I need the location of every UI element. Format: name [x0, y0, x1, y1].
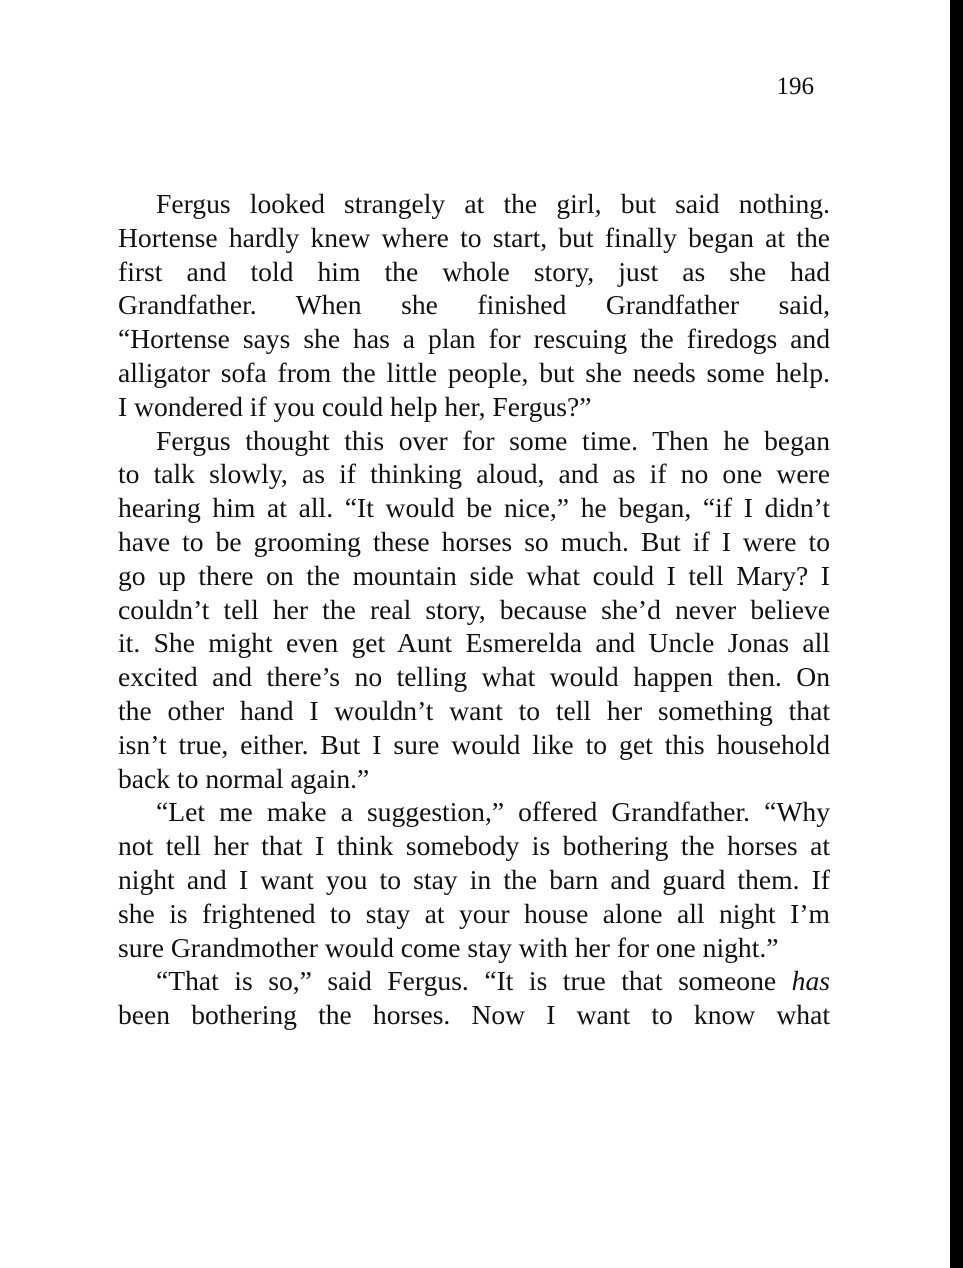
- text-line: [118, 728, 830, 762]
- text-line-content: she is frightened to stay at your house alone all night I’m: [118, 897, 830, 929]
- text-line-content: go up there on the mountain side what could I tell Mary? I: [118, 559, 830, 591]
- text-line-content: not tell her that I think somebody is bothering the horses at: [118, 830, 830, 862]
- text-line-content: been bothering the horses. Now I want to know what: [118, 999, 830, 1031]
- page-number: 196: [776, 73, 814, 100]
- text-line: [118, 457, 830, 491]
- text-line: [118, 626, 830, 660]
- text-line-content: alligator sofa from the little people, but she needs some help.: [118, 356, 830, 388]
- text-line-content: “Let me make a suggestion,” offered Grandfather. “Why: [156, 796, 830, 828]
- text-line: [118, 424, 830, 458]
- text-line-content: back to normal again.”: [118, 762, 370, 794]
- text-line: [118, 863, 830, 897]
- text-line-content: Fergus thought this over for some time. Then he began: [156, 424, 830, 456]
- text-line: [118, 559, 830, 593]
- text-line-content: have to be grooming these horses so much. But if I were to: [118, 525, 830, 557]
- text-line-content: night and I want you to stay in the barn and guard them. If: [118, 863, 830, 895]
- text-line: [118, 356, 830, 390]
- text-line-content: isn’t true, either. But I sure would like to get this household: [118, 728, 830, 760]
- text-line: [118, 491, 830, 525]
- text-line-content: “Hortense says she has a plan for rescuing the firedogs and: [118, 323, 830, 355]
- text-line: [118, 187, 830, 221]
- scan-edge-border: [950, 0, 963, 1268]
- text-line-content: “That is so,” said Fergus. “It is true that someone: [156, 965, 777, 997]
- text-line-content: Fergus looked strangely at the girl, but said nothing.: [156, 188, 830, 219]
- text-line-content: couldn’t tell her the real story, because she’d never believe: [118, 593, 830, 625]
- body-text: [118, 187, 830, 1032]
- text-line: [118, 660, 830, 694]
- text-line: [118, 593, 830, 627]
- text-line-content: to talk slowly, as if thinking aloud, and as if no one were: [118, 458, 830, 490]
- text-line: [118, 390, 830, 424]
- text-line-content: I wondered if you could help her, Fergus?”: [118, 390, 592, 422]
- text-line-content: sure Grandmother would come stay with her for one night.”: [118, 931, 779, 963]
- text-line-content: it. She might even get Aunt Esmerelda and Uncle Jonas all: [118, 627, 830, 659]
- text-line-content: the other hand I wouldn’t want to tell her something that: [118, 694, 830, 726]
- text-line: [118, 322, 830, 356]
- text-line: [118, 288, 830, 322]
- text-line: [118, 795, 830, 829]
- text-line: [118, 525, 830, 559]
- text-line-content: Hortense hardly knew where to start, but finally began at the: [118, 221, 830, 253]
- text-line-content: excited and there’s no telling what would happen then. On: [118, 661, 830, 693]
- text-line: [118, 255, 830, 289]
- text-line-content: Grandfather. When she finished Grandfather said,: [118, 289, 830, 321]
- text-line: [118, 931, 830, 965]
- emphasized-word: has: [791, 965, 830, 997]
- text-line: [118, 694, 830, 728]
- text-line: [118, 762, 830, 796]
- text-line: [118, 829, 830, 863]
- text-line: [118, 998, 830, 1032]
- text-line: [118, 897, 830, 931]
- text-line: [118, 964, 830, 998]
- text-line-content: first and told him the whole story, just as she had: [118, 255, 830, 287]
- text-line: [118, 221, 830, 255]
- text-line-content: hearing him at all. “It would be nice,” he began, “if I didn’t: [118, 492, 830, 524]
